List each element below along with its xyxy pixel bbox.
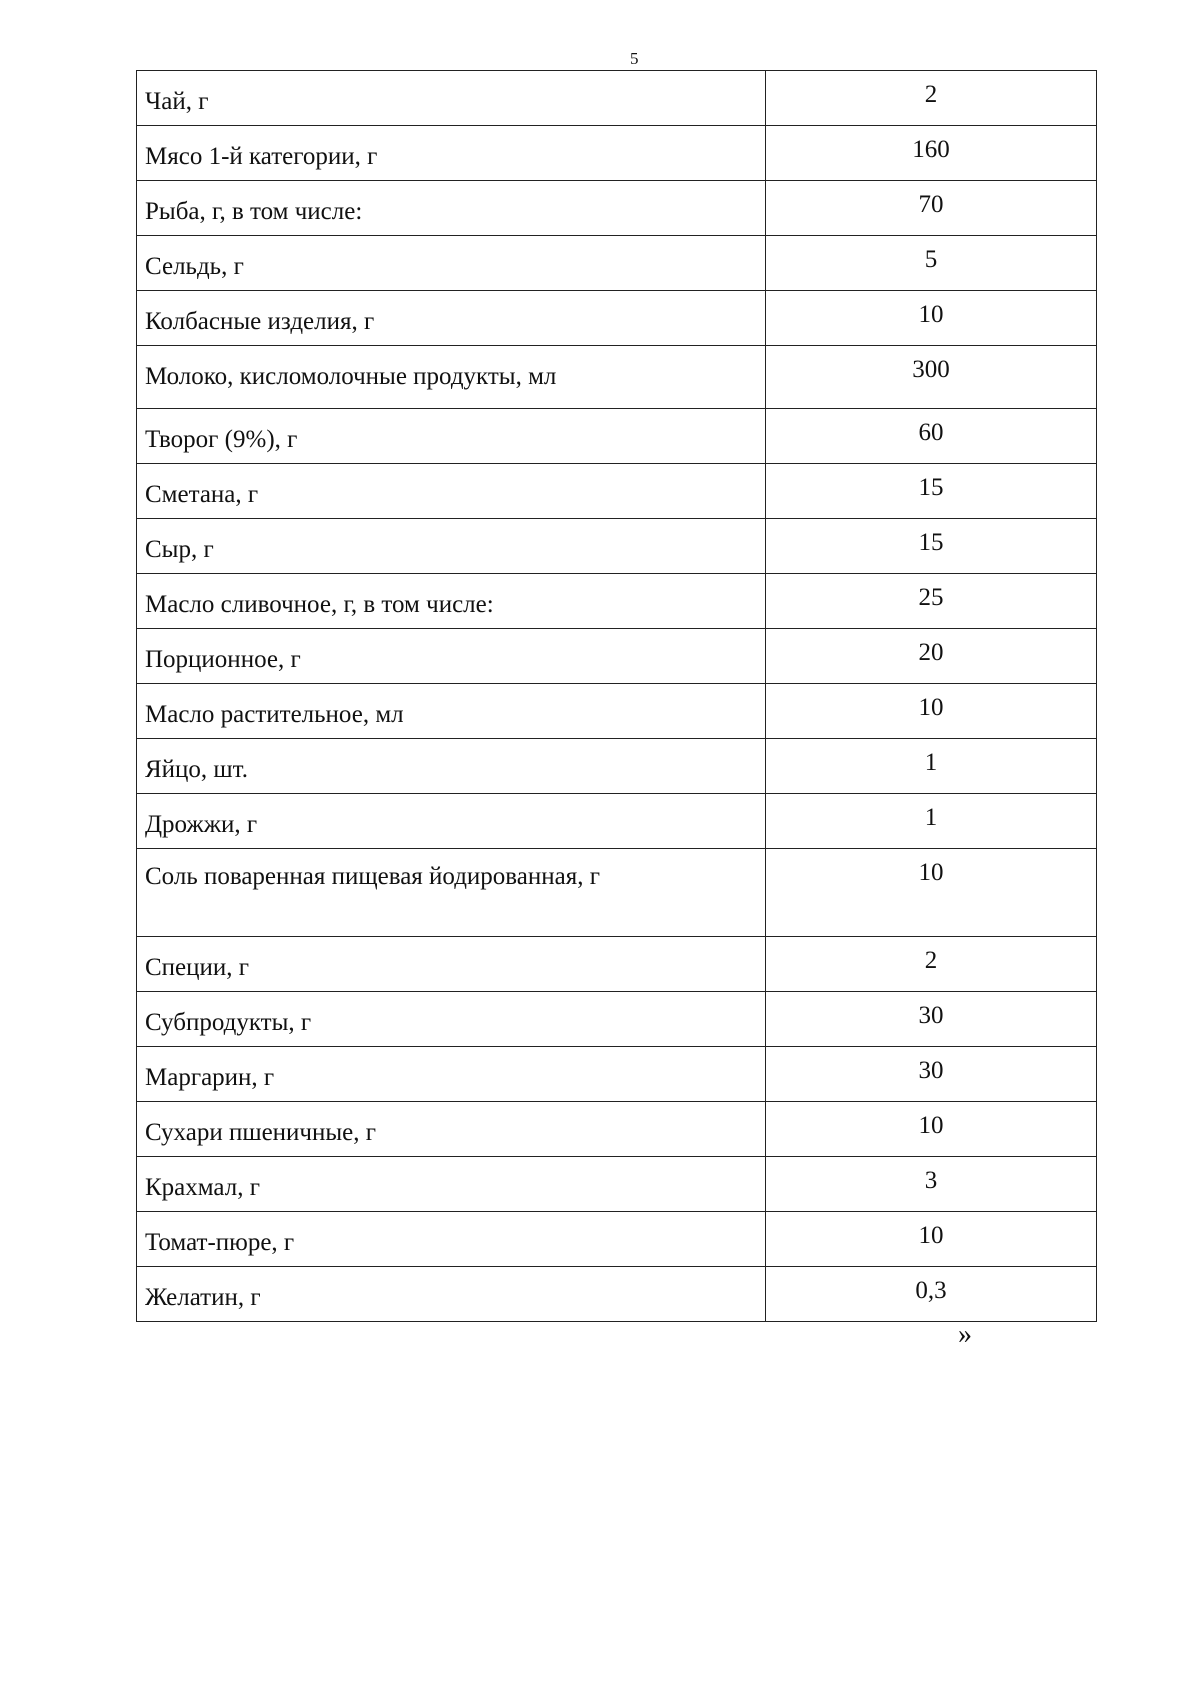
- table-row: [137, 464, 1097, 519]
- table-row: [137, 937, 1097, 992]
- table-row: [137, 1267, 1097, 1322]
- product-name-cell: Масло сливочное, г, в том числе:: [137, 574, 766, 629]
- table-row: [137, 684, 1097, 739]
- product-name-cell: Крахмал, г: [137, 1157, 766, 1212]
- quantity-cell: 3: [766, 1157, 1097, 1212]
- quantity-cell: 60: [766, 409, 1097, 464]
- table-row: [137, 849, 1097, 937]
- table-row: [137, 126, 1097, 181]
- product-name-cell: Творог (9%), г: [137, 409, 766, 464]
- product-name-cell: Яйцо, шт.: [137, 739, 766, 794]
- product-name-cell: Рыба, г, в том числе:: [137, 181, 766, 236]
- product-name-cell: Сметана, г: [137, 464, 766, 519]
- quantity-cell: 10: [766, 684, 1097, 739]
- quantity-cell: 5: [766, 236, 1097, 291]
- product-name-cell: Порционное, г: [137, 629, 766, 684]
- table-row: [137, 291, 1097, 346]
- product-name-cell: Специи, г: [137, 937, 766, 992]
- quantity-cell: 25: [766, 574, 1097, 629]
- quantity-cell: 2: [766, 937, 1097, 992]
- product-name-cell: Субпродукты, г: [137, 992, 766, 1047]
- product-name-cell: Желатин, г: [137, 1267, 766, 1322]
- quantity-cell: 0,3: [766, 1267, 1097, 1322]
- quantity-cell: 30: [766, 1047, 1097, 1102]
- quantity-cell: 30: [766, 992, 1097, 1047]
- quantity-cell: 70: [766, 181, 1097, 236]
- product-name-cell: Молоко, кисломолочные продукты, мл: [137, 346, 766, 409]
- quantity-cell: 20: [766, 629, 1097, 684]
- quantity-cell: 160: [766, 126, 1097, 181]
- product-name-cell: Маргарин, г: [137, 1047, 766, 1102]
- table-row: [137, 409, 1097, 464]
- table-row: [137, 629, 1097, 684]
- quantity-cell: 1: [766, 739, 1097, 794]
- table-row: [137, 574, 1097, 629]
- table-row: [137, 181, 1097, 236]
- table-row: [137, 992, 1097, 1047]
- table-row: [137, 1212, 1097, 1267]
- table-row: [137, 1157, 1097, 1212]
- table-row: [137, 71, 1097, 126]
- quantity-cell: 15: [766, 464, 1097, 519]
- quantity-cell: 10: [766, 1212, 1097, 1267]
- product-name-cell: Мясо 1-й категории, г: [137, 126, 766, 181]
- food-norms-table: [136, 70, 1097, 1322]
- product-name-cell: Дрожжи, г: [137, 794, 766, 849]
- closing-quote-mark: »: [958, 1319, 972, 1350]
- quantity-cell: 1: [766, 794, 1097, 849]
- product-name-cell: Чай, г: [137, 71, 766, 126]
- table-row: [137, 519, 1097, 574]
- table-row: [137, 1102, 1097, 1157]
- product-name-cell: Сельдь, г: [137, 236, 766, 291]
- product-name-cell: Сыр, г: [137, 519, 766, 574]
- table-row: [137, 794, 1097, 849]
- product-name-cell: Колбасные изделия, г: [137, 291, 766, 346]
- product-name-cell: Сухари пшеничные, г: [137, 1102, 766, 1157]
- quantity-cell: 10: [766, 849, 1097, 937]
- quantity-cell: 10: [766, 291, 1097, 346]
- table-row: [137, 739, 1097, 794]
- quantity-cell: 2: [766, 71, 1097, 126]
- table-row: [137, 346, 1097, 409]
- table-row: [137, 1047, 1097, 1102]
- page-number: 5: [630, 49, 639, 68]
- product-name-cell: Томат-пюре, г: [137, 1212, 766, 1267]
- quantity-cell: 10: [766, 1102, 1097, 1157]
- product-name-cell: Соль поваренная пищевая йодированная, г: [137, 849, 766, 937]
- product-name-cell: Масло растительное, мл: [137, 684, 766, 739]
- quantity-cell: 15: [766, 519, 1097, 574]
- table-row: [137, 236, 1097, 291]
- quantity-cell: 300: [766, 346, 1097, 409]
